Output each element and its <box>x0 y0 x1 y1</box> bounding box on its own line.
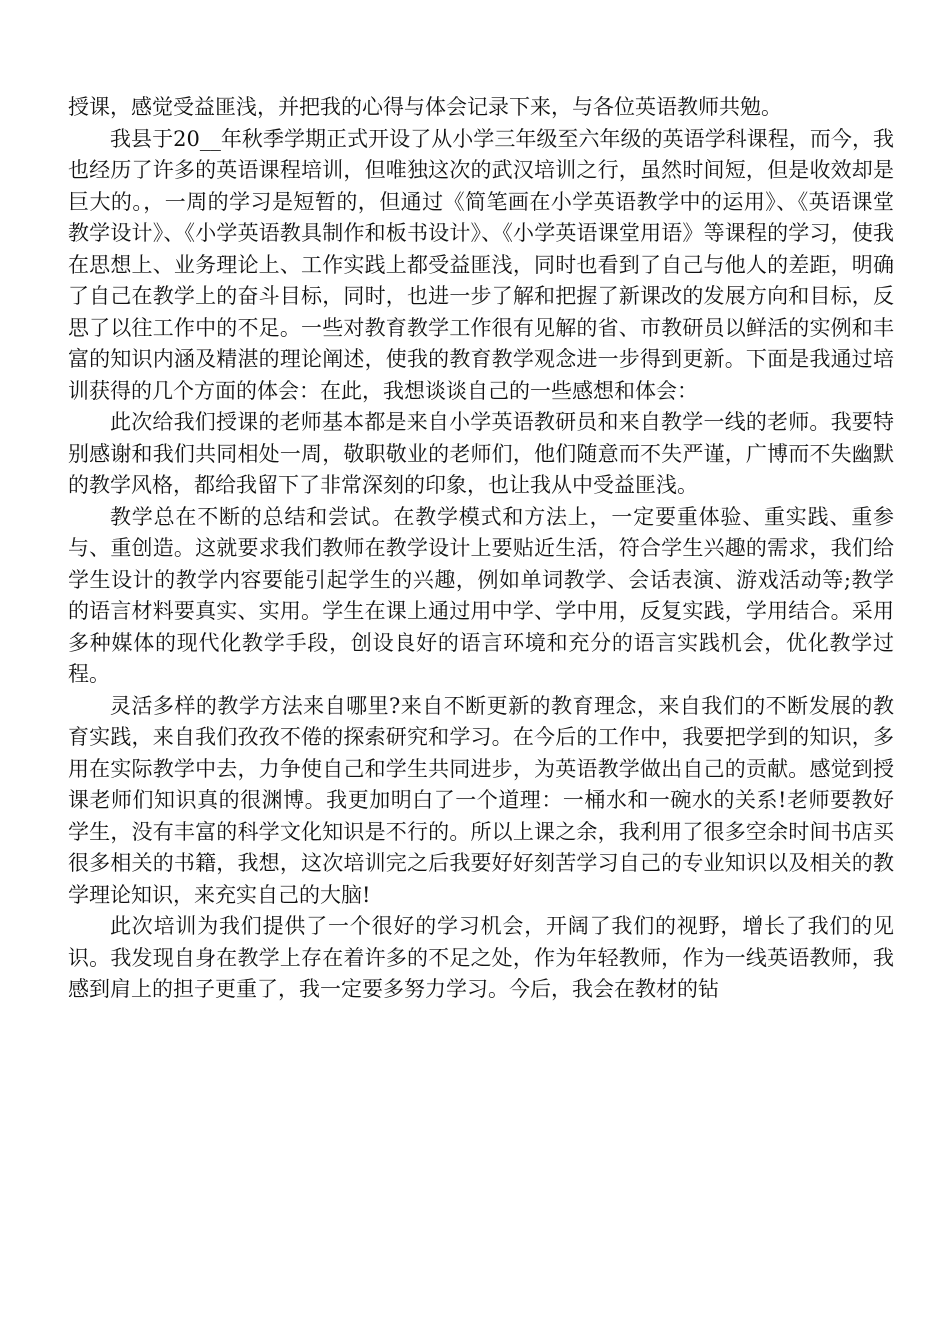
paragraph-course-intro: 我县于20__年秋季学期正式开设了从小学三年级至六年级的英语学科课程，而今，我也经历了许多的英语课程培训，但唯独这次的武汉培训之行，虽然时间短，但是收效却是巨大的。，一周的学习是短暂的，但通过《简笔画在小学英语教学中的运用》、《英语课堂教学设计》、《小学英语教具制作和板书设计》、《小学英语课堂用语》等课程的学习，使我在思想上、业务理论上、工作实践上都受益匪浅，同时也看到了自己与他人的差距，明确了自己在教学上的奋斗目标，同时，也进一步了解和把握了新课改的发展方向和目标，反思了以往工作中的不足。一些对教育教学工作很有见解的省、市教研员以鲜活的实例和丰富的知识内涵及精湛的理论阐述，使我的教育教学观念进一步得到更新。下面是我通过培训获得的几个方面的体会：在此，我想谈谈自己的一些感想和体会： <box>68 126 894 403</box>
paragraph-teachers: 此次给我们授课的老师基本都是来自小学英语教研员和来自教学一线的老师。我要特别感谢和我们共同相处一周，敬职敬业的老师们，他们随意而不失严谨，广博而不失幽默的教学风格，都给我留下了非常深刻的印象，也让我从中受益匪浅。 <box>68 410 894 497</box>
document-body <box>68 92 894 1006</box>
paragraph-teaching-methods: 教学总在不断的总结和尝试。在教学模式和方法上，一定要重体验、重实践、重参与、重创造。这就要求我们教师在教学设计上要贴近生活，符合学生兴趣的需求，我们给学生设计的教学内容要能引起学生的兴趣，例如单词教学、会话表演、游戏活动等;教学的语言材料要真实、实用。学生在课上通过用中学、学中用，反复实践，学用结合。采用多种媒体的现代化教学手段，创设良好的语言环境和充分的语言实践机会，优化教学过程。 <box>68 504 894 686</box>
paragraph-learning: 灵活多样的教学方法来自哪里?来自不断更新的教育理念，来自我们的不断发展的教育实践，来自我们孜孜不倦的探索研究和学习。在今后的工作中，我要把学到的知识，多用在实际教学中去，力争使自己和学生共同进步，为英语教学做出自己的贡献。感觉到授课老师们知识真的很渊博。我更加明白了一个道理：一桶水和一碗水的关系!老师要教好学生，没有丰富的科学文化知识是不行的。所以上课之余，我利用了很多空余时间书店买很多相关的书籍，我想，这次培训完之后我要好好刻苦学习自己的专业知识以及相关的教学理论知识，来充实自己的大脑! <box>68 693 894 907</box>
paragraph-continuation: 授课，感觉受益匪浅，并把我的心得与体会记录下来，与各位英语教师共勉。 <box>68 95 782 119</box>
paragraph-training-opportunity: 此次培训为我们提供了一个很好的学习机会，开阔了我们的视野，增长了我们的见识。我发现自身在教学上存在着许多的不足之处，作为年轻教师，作为一线英语教师，我感到肩上的担子更重了，我一定要多努力学习。今后，我会在教材的钻 <box>68 914 894 1001</box>
